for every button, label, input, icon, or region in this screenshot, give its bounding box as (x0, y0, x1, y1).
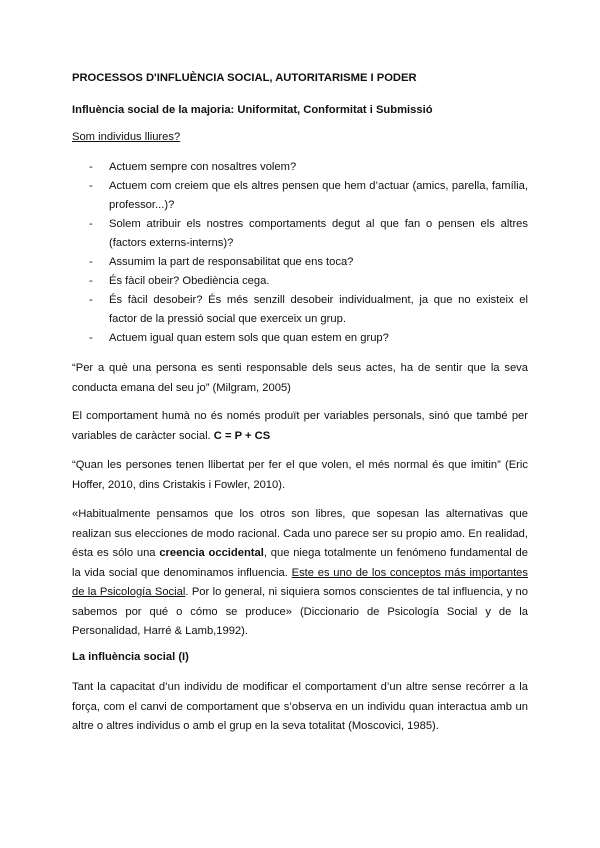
dictionary-quote (72, 505, 528, 642)
dictionary-quote-part2: , que niega totalmente un fenómeno fundamental de la vida social que denominamos influencia. (72, 547, 528, 579)
list-item (72, 177, 528, 215)
milgram-quote: “Per a què una persona es senti responsable dels seus actes, ha de sentir que la seva conducta emana del seu jo” (Milgram, 2005) (72, 362, 528, 394)
question-heading: Som individus lliures? (72, 131, 181, 143)
list-item-text: Actuem igual quan estem sols que quan estem en grup? (109, 332, 389, 344)
dictionary-quote-part1: «Habitualmente pensamos que los otros son libres, que sopesan las alternativas que realizan sus elecciones de modo racional. Cada uno parece ser su propio amo. En realidad, ésta es sólo una (72, 508, 528, 559)
list-item-text: Actuem sempre con nosaltres volem? (109, 161, 297, 173)
list-item (72, 215, 528, 253)
definition-paragraph: Tant la capacitat d’un individu de modificar el comportament d’un altre sense recórrer a la força, com el canvi de comportament que s’observa en un individu quan interactua amb un altre o altres individus o amb el grup en la seva totalitat (Moscovici, 1985). (72, 681, 528, 732)
list-item-text: És fàcil desobeir? És més senzill desobeir individualment, ja que no existeix el factor de la pressió social que exerceix un grup. (109, 294, 528, 325)
document-title: PROCESSOS D'INFLUÈNCIA SOCIAL, AUTORITARISME I PODER (72, 72, 417, 84)
list-item-text: Solem atribuir els nostres comportaments degut al que fan o pensen els altres (factors externs-interns)? (109, 218, 528, 249)
bullet-dash: - (89, 218, 93, 230)
behaviour-paragraph (72, 407, 528, 446)
bullet-dash: - (89, 332, 93, 344)
list-item-text: Actuem com creiem que els altres pensen que hem d’actuar (amics, parella, família, professor...)? (109, 180, 528, 211)
dictionary-quote-bold: creencia occidental (159, 547, 264, 559)
bullet-dash: - (89, 256, 93, 268)
bullet-dash: - (89, 294, 93, 306)
list-item (72, 291, 528, 329)
hoffer-quote: “Quan les persones tenen llibertat per fer el que volen, el més normal és que imitin” (Eric Hoffer, 2010, dins Cristakis i Fowler, 2010). (72, 459, 528, 491)
list-item (72, 158, 528, 177)
question-list (72, 158, 528, 348)
bullet-dash: - (89, 275, 93, 287)
list-item-text: Assumim la part de responsabilitat que ens toca? (109, 256, 354, 268)
list-item (72, 253, 528, 272)
list-item-text: És fàcil obeir? Obediència cega. (109, 275, 270, 287)
document-subtitle: Influència social de la majoria: Uniformitat, Conformitat i Submissió (72, 104, 433, 116)
section-heading: La influència social (I) (72, 651, 189, 663)
formula: C = P + CS (213, 429, 271, 442)
bullet-dash: - (89, 161, 93, 173)
list-item (72, 329, 528, 348)
behaviour-text: El comportament humà no és només produït per variables personals, sinó que també per variables de caràcter social. (72, 410, 528, 442)
bullet-dash: - (89, 180, 93, 192)
dictionary-quote-part3: . Por lo general, ni siquiera somos conscientes de tal influencia, y no sabemos por qué o cómo se produce» (Diccionario de Psicología Social y de la Personalidad, Harré & Lamb,1992). (72, 586, 528, 637)
list-item (72, 272, 528, 291)
dictionary-quote-underlined: Este es uno de los conceptos más importantes de la Psicología Social (72, 566, 528, 598)
